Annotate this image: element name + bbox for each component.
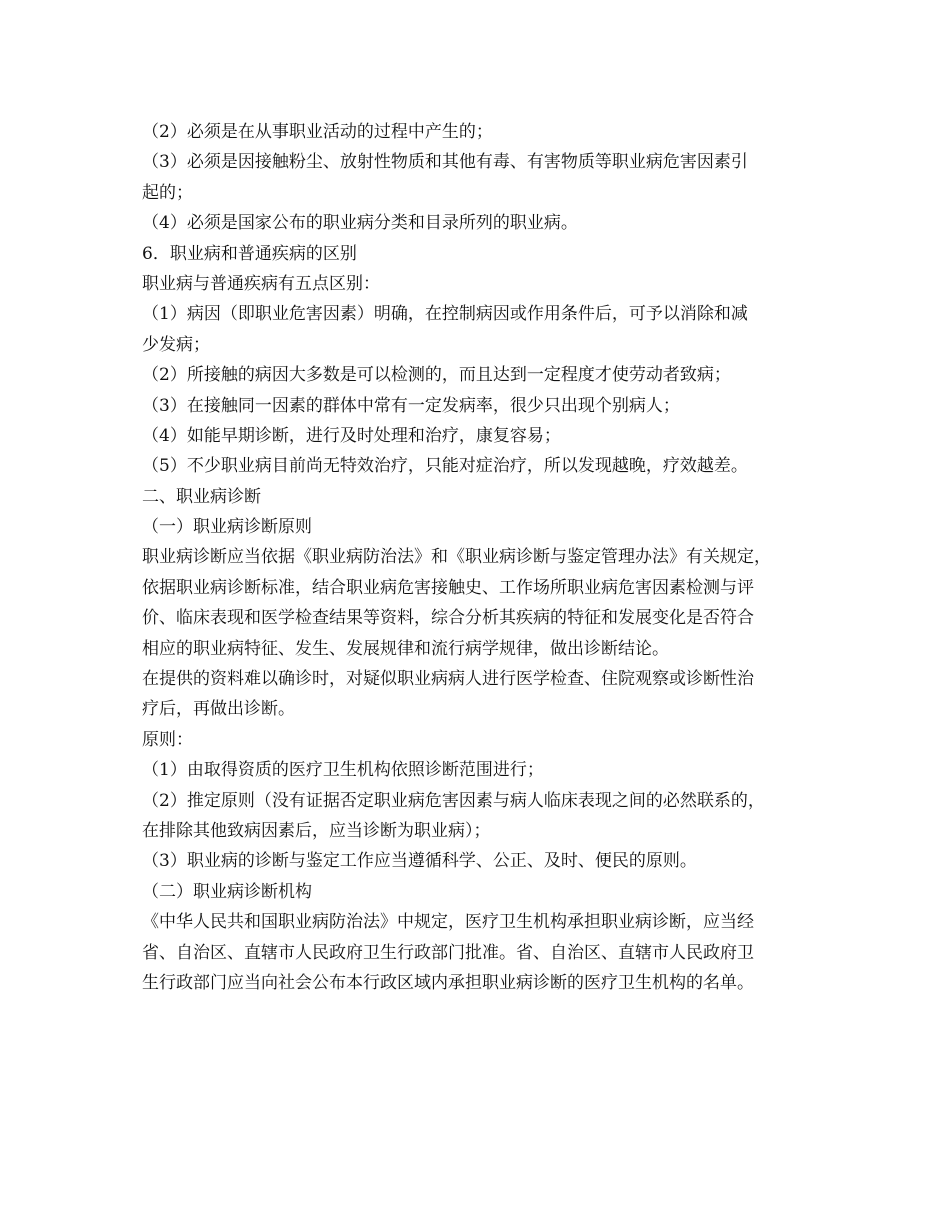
text-line: 生行政部门应当向社会公布本行政区域内承担职业病诊断的医疗卫生机构的名单。 [142,972,754,993]
text-line: （2）所接触的病因大多数是可以检测的，而且达到一定程度才使劳动者致病； [142,365,731,386]
subsection-heading: （二）职业病诊断机构 [142,881,312,902]
text-line: （1）病因（即职业危害因素）明确，在控制病因或作用条件后，可予以消除和减 [142,304,748,325]
text-line: 依据职业病诊断标准，结合职业病危害接触史、工作场所职业病危害因素检测与评 [142,577,754,598]
document-body [142,117,822,998]
text-line: 职业病诊断应当依据《职业病防治法》和《职业病诊断与鉴定管理办法》有关规定， [142,547,771,568]
text-line: （4）如能早期诊断，进行及时处理和治疗，康复容易； [142,425,561,446]
text-line: 相应的职业病特征、发生、发展规律和流行病学规律，做出诊断结论。 [142,638,669,659]
text-line: （2）推定原则（没有证据否定职业病危害因素与病人临床表现之间的必然联系的， [142,790,765,811]
text-line: 省、自治区、直辖市人民政府卫生行政部门批准。省、自治区、直辖市人民政府卫 [142,942,754,963]
text-line: 疗后，再做出诊断。 [142,699,295,720]
text-line: （2）必须是在从事职业活动的过程中产生的； [142,122,493,142]
section-heading: 二、职业病诊断 [142,486,261,507]
text-line: 在提供的资料难以确诊时，对疑似职业病病人进行医学检查、住院观察或诊断性治 [142,669,754,690]
text-line: （3）职业病的诊断与鉴定工作应当遵循科学、公正、及时、便民的原则。 [142,851,697,872]
text-line: 职业病与普通疾病有五点区别： [142,273,380,294]
text-line: （3）必须是因接触粉尘、放射性物质和其他有毒、有害物质等职业病危害因素引 [142,152,748,173]
text-line: （1）由取得资质的医疗卫生机构依照诊断范围进行； [142,760,544,781]
subsection-heading: （一）职业病诊断原则 [142,517,312,538]
section-heading: 6．职业病和普通疾病的区别 [142,243,357,264]
text-line: 原则： [142,729,193,750]
text-line: （5）不少职业病目前尚无特效治疗，只能对症治疗，所以发现越晚，疗效越差。 [142,456,748,477]
text-line: 起的； [142,182,193,203]
text-line: 少发病； [142,334,210,355]
text-line: 在排除其他致病因素后，应当诊断为职业病）； [142,820,491,841]
text-line: 《中华人民共和国职业病防治法》中规定，医疗卫生机构承担职业病诊断，应当经 [142,912,754,933]
text-line: （3）在接触同一因素的群体中常有一定发病率，很少只出现个别病人； [142,395,680,416]
text-line: （4）必须是国家公布的职业病分类和目录所列的职业病。 [142,213,578,234]
text-line: 价、临床表现和医学检查结果等资料，综合分析其疾病的特征和发展变化是否符合 [142,608,754,629]
